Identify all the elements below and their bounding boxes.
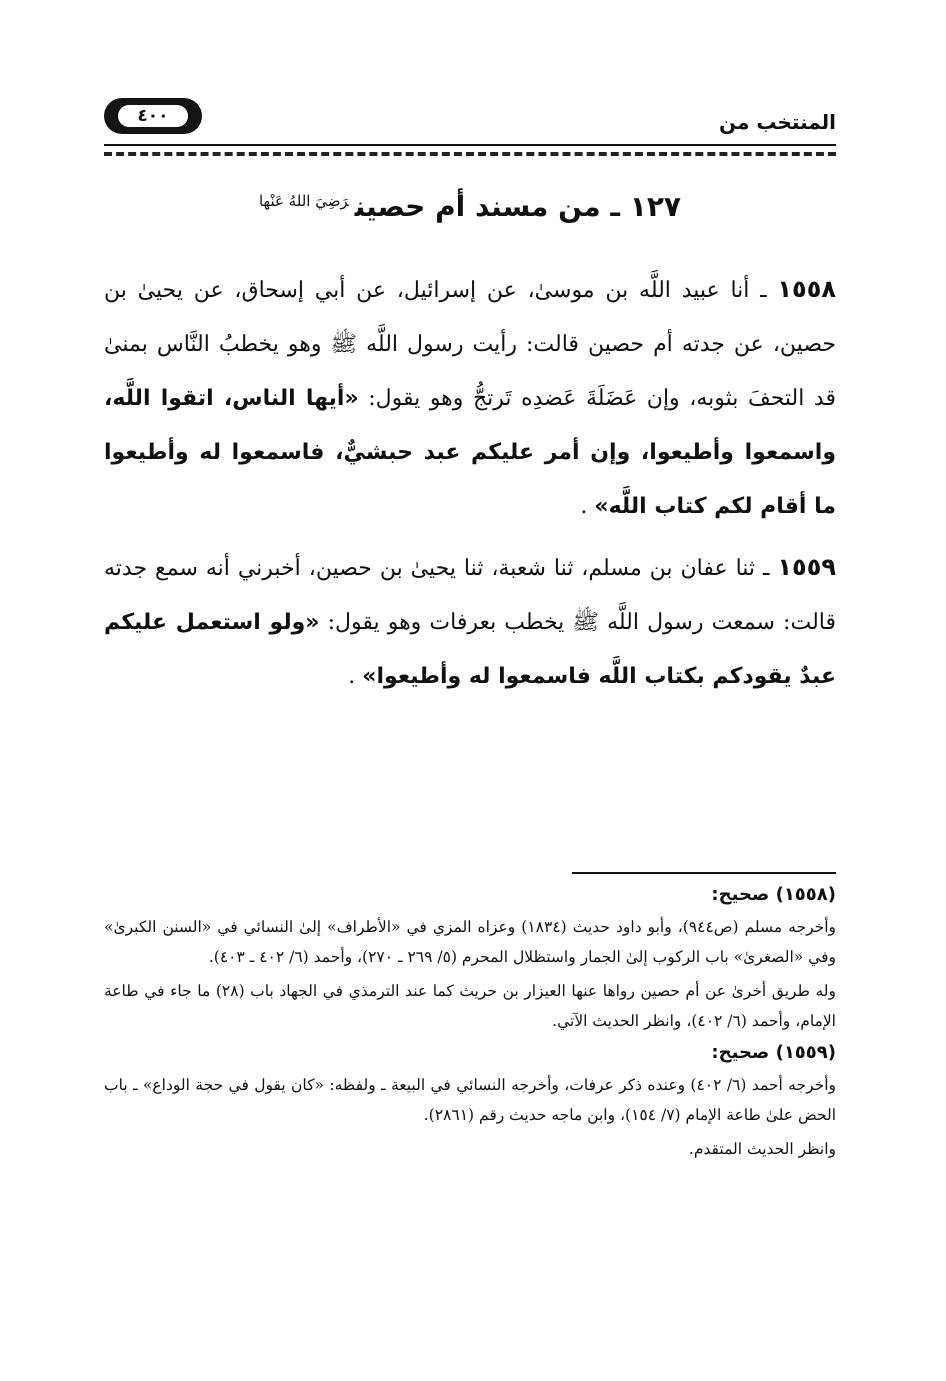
footnote-text: وله طريق أخرىٰ عن أم حصين رواها عنها العيزار بن حريث كما عند الترمذي في الجهاد باب (٢٨) ما جاء في طاعة الإمام، وأحمد (٦/ ٤٠٢)، وانظر الحديث الآتي. xyxy=(104,982,836,1030)
hadith-matn: «ولو استعمل عليكم عبدٌ يقودكم بكتاب اللَّه فاسمعوا له وأطيعوا» xyxy=(104,610,836,689)
hadith-paragraph xyxy=(104,540,836,704)
header-rule xyxy=(104,144,836,150)
honorific-glyph: رَضِيَ اللهُ عَنْها xyxy=(258,192,349,210)
footnote-text: وأخرجه مسلم (ص٩٤٤)، وأبو داود حديث (١٨٣٤) وعزاه المزي في «الأطراف» إلىٰ النسائي في «السنن الكبرىٰ» وفي «الصغرىٰ» باب الركوب إلىٰ الجمار واستظلال المحرم (٥/ ٢٦٩ ـ ٢٧٠)، وأحمد (٦/ ٤٠٢ ـ ٤٠٣). xyxy=(104,918,837,966)
hadith-isnad: ـ ثنا عفان بن مسلم، ثنا شعبة، ثنا يحيىٰ بن حصين، أخبرني أنه سمع جدته قالت: سمعت رسول اللَّه ﷺ يخطب بعرفات وهو يقول: xyxy=(104,556,836,635)
section-title xyxy=(104,190,836,223)
hadith-isnad: ـ أنا عبيد اللَّه بن موسىٰ، عن إسرائيل، عن أبي إسحاق، عن يحيىٰ بن حصين، عن جدته أم حصين قالت: رأيت رسول اللَّه ﷺ وهو يخطبُ النَّاس بمنىٰ قد التحفَ بثوبه، وإن عَضَلَةَ عَضدِه تَرتجُّ وهو يقول: xyxy=(104,278,836,411)
hadith-matn: «أيها الناس، اتقوا اللَّه، واسمعوا وأطيعوا، وإن أمر عليكم عبد حبشيٌّ، فاسمعوا له وأطيعوا ما أقام لكم كتاب اللَّه» xyxy=(104,386,836,519)
footnote-heading: (١٥٥٨) صحيح: xyxy=(711,884,836,905)
hadith-end: . xyxy=(580,494,595,519)
hadith-paragraph xyxy=(104,262,836,534)
footnote-text: وانظر الحديث المتقدم. xyxy=(688,1140,836,1158)
page-number: ٤٠٠ xyxy=(118,105,188,127)
hadith-number: ١٥٥٨ xyxy=(777,275,836,303)
footnote-text: وأخرجه أحمد (٦/ ٤٠٢) وعنده ذكر عرفات، وأخرجه النسائي في البيعة ـ ولفظه: «كان يقول في حجة الوداع» ـ باب الحض علىٰ طاعة الإمام (٧/ ١٥٤)، وابن ماجه حديث رقم (٢٨٦١). xyxy=(104,1076,837,1124)
footnote-block xyxy=(104,878,836,1036)
footnote-block xyxy=(104,1036,836,1164)
page-header xyxy=(104,92,836,144)
hadith-end: . xyxy=(348,664,363,689)
hadith-number: ١٥٥٩ xyxy=(777,553,836,581)
section-title-text: ١٢٧ ـ من مسند أم حصين xyxy=(354,190,682,223)
footnote-heading: (١٥٥٩) صحيح: xyxy=(711,1042,836,1063)
header-dashed-rule xyxy=(104,152,836,156)
page-number-badge xyxy=(104,98,202,134)
running-title: المنتخب من xyxy=(718,110,836,134)
footnote-separator xyxy=(572,872,836,874)
footnotes xyxy=(104,878,836,1164)
